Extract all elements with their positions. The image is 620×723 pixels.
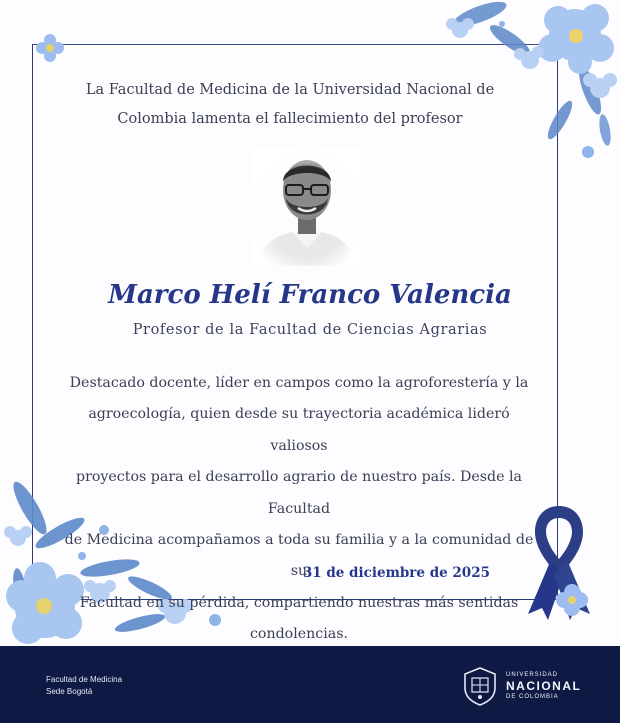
university-seal-icon: [462, 666, 498, 706]
university-line-3: DE COLOMBIA: [506, 694, 559, 700]
person-role: Profesor de la Facultad de Ciencias Agrarias: [132, 322, 488, 338]
intro-text: [70, 76, 510, 134]
university-name: [506, 672, 581, 700]
person-name: Marco Helí Franco Valencia: [108, 280, 512, 310]
message-line-1: Destacado docente, líder en campos como la agroforestería y la: [69, 375, 529, 391]
faculty-label: [46, 674, 122, 698]
faculty-campus: Sede Bogotá: [46, 687, 93, 696]
intro-line-2: Colombia lamenta el fallecimiento del profesor: [117, 111, 463, 127]
date-label: 31 de diciembre de 2025: [302, 565, 490, 581]
small-flower-icon: [30, 28, 70, 68]
mourning-ribbon-icon: [520, 496, 598, 620]
intro-line-1: La Facultad de Medicina de la Universidad Nacional de: [85, 82, 495, 98]
university-line-1: UNIVERSIDAD: [506, 672, 559, 678]
message-line-4: de Medicina acompañamos a toda su familia y a la comunidad de su: [64, 532, 534, 580]
message-line-6: condolencias.: [249, 626, 349, 643]
message-line-3: proyectos para el desarrollo agrario de nuestro país. Desde la Facultad: [75, 469, 523, 517]
university-line-2: NACIONAL: [506, 679, 582, 693]
message-line-2: agroecología, quien desde su trayectoria académica lideró valiosos: [88, 406, 510, 454]
faculty-name: Facultad de Medicina: [46, 675, 123, 684]
university-logo: [462, 664, 581, 708]
condolence-message: [64, 368, 534, 651]
footer-bar: [0, 646, 620, 723]
portrait-photo: [252, 148, 362, 266]
message-line-5: Facultad en su pérdida, compartiendo nuestras más sentidas: [79, 594, 519, 611]
